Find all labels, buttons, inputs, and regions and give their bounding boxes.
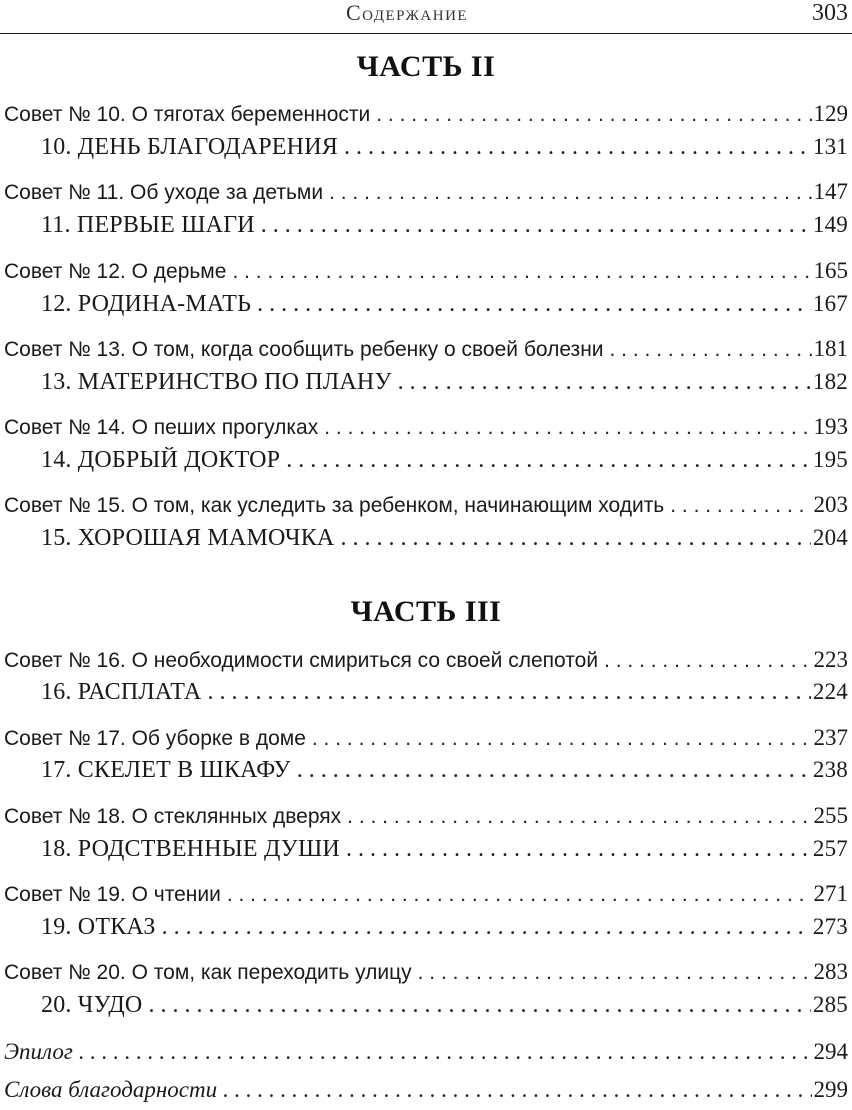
toc-advice-15[interactable] [4, 492, 848, 520]
toc-chapter-16[interactable] [41, 679, 848, 709]
toc-advice-title: Совет № 18. О стеклянных дверях [4, 805, 342, 828]
toc-advice-17[interactable] [4, 725, 848, 753]
leader-dots [376, 103, 811, 127]
leader-dots [297, 757, 811, 784]
toc-extra-page: 294 [813, 1039, 848, 1064]
toc-advice-page: 255 [813, 803, 848, 828]
toc-chapter-12[interactable] [41, 291, 848, 321]
toc-chapter-title: 20. ЧУДО [41, 992, 143, 1018]
toc-extra-title: Слова благодарности [4, 1077, 218, 1102]
leader-dots [398, 369, 811, 396]
toc-chapter-title: 17. СКЕЛЕТ В ШКАФУ [41, 757, 291, 783]
toc-advice-title: Совет № 15. О том, как уследить за ребенком, начинающим ходить [4, 494, 665, 517]
toc-advice-16[interactable] [4, 647, 848, 675]
toc-advice-page: 181 [813, 336, 848, 361]
toc-advice-title: Совет № 14. О пеших прогулках [4, 416, 319, 439]
toc-advice-page: 283 [813, 959, 848, 984]
leader-dots [344, 134, 811, 161]
leader-dots [604, 649, 811, 673]
leader-dots [418, 961, 812, 985]
toc-advice-11[interactable] [4, 179, 848, 207]
toc-advice-13[interactable] [4, 336, 848, 364]
toc-advice-title: Совет № 13. О том, когда сообщить ребенку о своей болезни [4, 338, 604, 361]
toc-chapter-page: 131 [812, 134, 848, 159]
toc-advice-page: 129 [813, 101, 848, 126]
toc-epilogue[interactable] [4, 1039, 848, 1069]
toc-advice-page: 165 [813, 258, 848, 283]
toc-chapter-title: 19. ОТКАЗ [41, 914, 156, 940]
toc-chapter-page: 167 [812, 291, 848, 316]
toc-advice-title: Совет № 16. О необходимости смириться со своей слепотой [4, 649, 599, 672]
toc-advice-page: 147 [813, 179, 848, 204]
toc-chapter-13[interactable] [41, 369, 848, 399]
toc-extra-title: Эпилог [4, 1039, 73, 1064]
toc-chapter-title: 13. МАТЕРИНСТВО ПО ПЛАНУ [41, 369, 392, 395]
toc-advice-title: Совет № 11. Об уходе за детьми [4, 181, 324, 204]
toc-chapter-page: 182 [812, 369, 848, 394]
running-head [0, 0, 852, 34]
toc-chapter-page: 273 [812, 914, 848, 939]
toc-chapter-title: 16. РАСПЛАТА [41, 679, 202, 705]
part-heading-3: ЧАСТЬ III [350, 595, 502, 628]
toc-advice-12[interactable] [4, 258, 848, 286]
toc-advice-page: 203 [813, 492, 848, 517]
toc-chapter-page: 224 [812, 679, 848, 704]
toc-chapter-title: 10. ДЕНЬ БЛАГОДАРЕНИЯ [41, 134, 338, 160]
leader-dots [286, 447, 811, 474]
toc-advice-page: 237 [813, 725, 848, 750]
leader-dots [261, 212, 811, 239]
leader-dots [232, 260, 811, 284]
leader-dots [257, 291, 811, 318]
leader-dots [227, 883, 812, 907]
toc-chapter-14[interactable] [41, 447, 848, 477]
toc-advice-19[interactable] [4, 881, 848, 909]
leader-dots [79, 1039, 812, 1065]
toc-advice-page: 271 [813, 881, 848, 906]
toc-chapter-18[interactable] [41, 836, 848, 866]
leader-dots [610, 338, 812, 362]
leader-dots [223, 1077, 811, 1103]
toc-chapter-page: 149 [812, 212, 848, 237]
toc-extra-page: 299 [813, 1077, 848, 1102]
leader-dots [347, 805, 811, 829]
toc-chapter-page: 285 [812, 992, 848, 1017]
toc-chapter-17[interactable] [41, 757, 848, 787]
toc-advice-page: 193 [813, 414, 848, 439]
toc-chapter-title: 14. ДОБРЫЙ ДОКТОР [41, 447, 281, 473]
toc-chapter-title: 12. РОДИНА-МАТЬ [41, 291, 252, 317]
toc-chapter-10[interactable] [41, 134, 848, 164]
leader-dots [148, 992, 810, 1019]
leader-dots [346, 836, 811, 863]
leader-dots [329, 181, 811, 205]
toc-chapter-19[interactable] [41, 914, 848, 944]
toc-advice-title: Совет № 19. О чтении [4, 883, 221, 906]
toc-advice-10[interactable] [4, 101, 848, 129]
toc-chapter-20[interactable] [41, 992, 848, 1022]
toc-advice-page: 223 [813, 647, 848, 672]
leader-dots [162, 914, 811, 941]
toc-chapter-title: 15. ХОРОШАЯ МАМОЧКА [41, 525, 335, 551]
toc-advice-title: Совет № 10. О тяготах беременности [4, 103, 371, 126]
toc-acknowledgements[interactable] [4, 1077, 848, 1107]
toc-advice-title: Совет № 20. О том, как переходить улицу [4, 961, 412, 984]
page-number: 303 [812, 0, 848, 26]
leader-dots [340, 525, 810, 552]
running-head-title: Содержание [346, 0, 469, 25]
toc-advice-title: Совет № 12. О дерьме [4, 260, 227, 283]
toc-advice-title: Совет № 17. Об уборке в доме [4, 727, 306, 750]
toc-advice-14[interactable] [4, 414, 848, 442]
toc-chapter-page: 204 [812, 525, 848, 550]
toc-chapter-page: 195 [812, 447, 848, 472]
toc-chapter-15[interactable] [41, 525, 848, 555]
toc-advice-20[interactable] [4, 959, 848, 987]
part-heading-2: ЧАСТЬ II [356, 50, 496, 83]
toc-chapter-page: 257 [812, 836, 848, 861]
toc-chapter-11[interactable] [41, 212, 848, 242]
leader-dots [670, 494, 811, 518]
leader-dots [324, 416, 811, 440]
toc-chapter-title: 18. РОДСТВЕННЫЕ ДУШИ [41, 836, 340, 862]
leader-dots [312, 727, 812, 751]
toc-chapter-title: 11. ПЕРВЫЕ ШАГИ [41, 212, 255, 238]
toc-chapter-page: 238 [812, 757, 848, 782]
toc-advice-18[interactable] [4, 803, 848, 831]
leader-dots [207, 679, 810, 706]
